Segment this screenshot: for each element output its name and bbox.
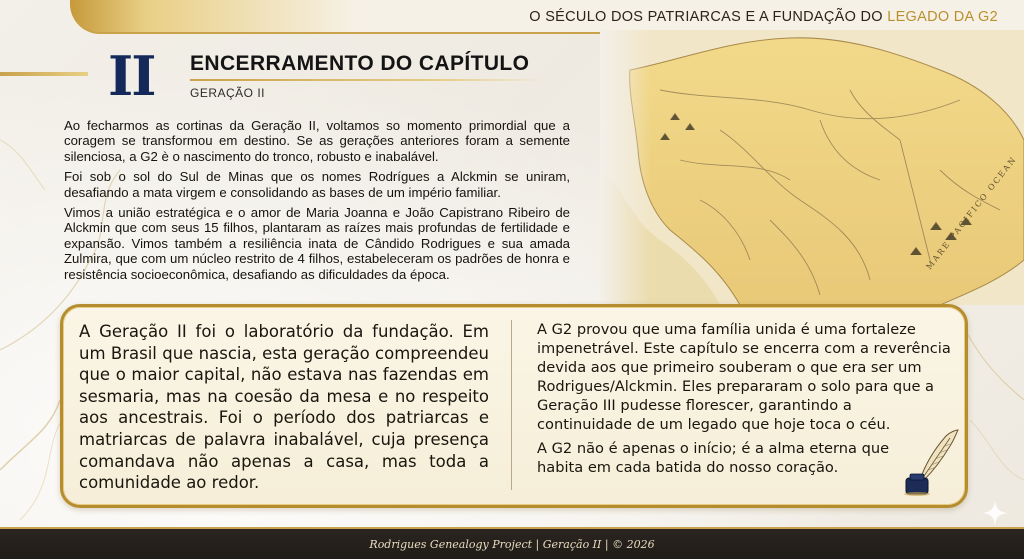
intro-text [64, 118, 570, 287]
top-banner [70, 0, 1024, 34]
title-underline [190, 79, 545, 81]
panel-right-text [537, 321, 951, 484]
intro-paragraph-1: Ao fecharmos as cortinas da Geração II, voltamos so momento primordial que a coragem se transformou em destino. Se as gerações anteriores foram a semente silenciosa, a G2 è o nascimento do tronco, robusto e inabalável. [64, 118, 570, 164]
panel-right-paragraph-1: A G2 provou que uma família unida é uma fortaleze impenetrável. Este capítulo se encerra com a reverência devida aos que primeiro souberam o que era ser um Rodrigues/Alckmin. Eles prepararam o solo para que a Geração III pudesse florescer, garantindo a continuidade de um legado que hoje toca o céu. [537, 321, 951, 433]
chapter-subtitle: GERAÇÃO II [190, 86, 266, 100]
panel-right-paragraph-2: A G2 não é apenas o início; é a alma eterna que habita em cada batida do nosso coração. [537, 440, 890, 477]
footer-text: Rodrigues Genealogy Project | Geração II | © 2026 [369, 538, 655, 551]
panel-left-text: A Geração II foi o laboratório da fundação. Em um Brasil que nascia, esta geração compreendeu que o maior capital, não estava nas fazendas em sesmaria, mas na coesão da mesa e no respeito aos ancestrais. Foi o período dos patriarcas e matriarcas de palavra inabalável, cuja presença comandava não apenas a casa, mas toda a comunidade ao redor. [79, 322, 489, 493]
intro-paragraph-3: Vimos a união estratégica e o amor de Maria Joanna e João Capistrano Ribeiro de Alckmin que com seus 15 filhos, plantaram as raízes mais profundas de fertilidade e expansão. Vimos também a resiliência inata de Cândido Rodrigues e sua amada Zulmira, que com um núcleo restrito de 4 filhos, estabeleceram os padrões de honra e resistência socioeconômica, desafiando as dificuldades da época. [64, 205, 570, 282]
panel-divider [511, 320, 512, 490]
intro-paragraph-2: Foi sob o sol do Sul de Minas que os nomes Rodrígues a Alckmin se uniram, desafiando a mata virgem e consolidando as bases de um império familiar. [64, 169, 570, 200]
sparkle-icon [982, 500, 1008, 526]
footer-bar [0, 527, 1024, 559]
banner-title: O SÉCULO DOS PATRIARCAS E A FUNDAÇÃO DO LEGADO DA G2 [529, 9, 998, 25]
gold-accent-rule [0, 72, 88, 76]
brazil-map-illustration [600, 30, 1024, 305]
chapter-numeral: II [108, 44, 155, 108]
chapter-title: ENCERRAMENTO DO CAPÍTULO [190, 52, 530, 75]
quill-inkwell-icon [898, 428, 960, 498]
